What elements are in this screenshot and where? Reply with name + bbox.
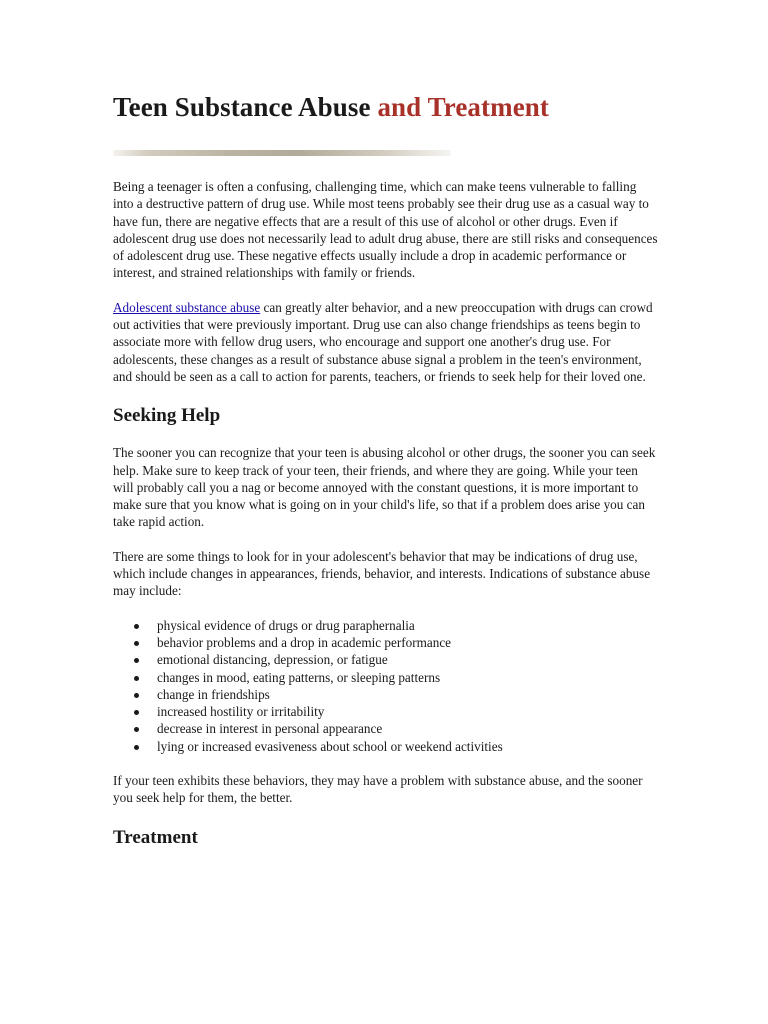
page-title: [113, 88, 658, 126]
list-item-text: changes in mood, eating patterns, or sleeping patterns: [157, 669, 441, 685]
seeking-help-paragraph-1: The sooner you can recognize that your teen is abusing alcohol or other drugs, the sooner you can seek help. Make sure to keep track of your teen, their friends, and where they are going. While your teen will probably call you a nag or become annoyed with the constant questions, it is more important to make sure that you know what is going on in your child's life, so that if a problem does arise you can take rapid action.: [113, 445, 656, 530]
list-item: [157, 686, 658, 703]
list-item-text: physical evidence of drugs or drug paraphernalia: [157, 617, 415, 633]
bullet-icon: [134, 727, 139, 732]
bullet-icon: [134, 641, 139, 646]
list-item: [157, 651, 658, 668]
treatment-heading: Treatment: [113, 826, 198, 848]
list-item: [157, 738, 658, 755]
list-item: [157, 617, 658, 634]
decorative-divider: [113, 150, 451, 156]
title-accent: and Treatment: [377, 92, 549, 122]
document-page: [113, 88, 658, 851]
list-item-text: increased hostility or irritability: [157, 704, 325, 720]
bullet-icon: [134, 710, 139, 715]
list-item-text: lying or increased evasiveness about school or weekend activities: [157, 738, 503, 754]
bullet-icon: [134, 658, 139, 663]
seeking-help-heading: Seeking Help: [113, 405, 221, 427]
second-paragraph: [113, 299, 658, 385]
seeking-help-paragraph-2: There are some things to look for in your adolescent's behavior that may be indications of drug use, which include changes in appearances, friends, behavior, and interests. Indications of substance abuse may include:: [113, 548, 651, 599]
list-item: [157, 703, 658, 720]
bullet-icon: [134, 693, 139, 698]
indications-list: [113, 617, 658, 755]
intro-paragraph: Being a teenager is often a confusing, challenging time, which can make teens vulnerable to falling into a destructive pattern of drug use. While most teens probably see their drug use as a casual way to have fun, there are negative effects that are a result of this use of alcohol or other drugs. Even if adolescent drug use does not necessarily lead to adult drug abuse, there are still risks and consequences of adolescent drug use. These negative effects usually include a drop in academic performance or interest, and strained relationships with family or friends.: [113, 179, 658, 281]
list-item-text: decrease in interest in personal appearance: [157, 721, 383, 737]
list-item: [157, 720, 658, 737]
adolescent-substance-abuse-link[interactable]: Adolescent substance abuse: [113, 299, 261, 315]
bullet-icon: [134, 745, 139, 750]
list-item-text: emotional distancing, depression, or fatigue: [157, 652, 388, 668]
list-item: [157, 669, 658, 686]
list-item-text: change in friendships: [157, 686, 270, 702]
bullet-icon: [134, 624, 139, 629]
list-item: [157, 634, 658, 651]
second-paragraph-text: can greatly alter behavior, and a new preoccupation with drugs can crowd out activities that were previously important. Drug use can also change friendships as teens begin to associate more with fellow drug users, who encourage and support one another's drug use. For adolescents, these changes as a result of substance abuse signal a problem in the teen's environment, and should be seen as a call to action for parents, teachers, or friends to seek help for their loved one.: [113, 299, 653, 384]
bullet-icon: [134, 676, 139, 681]
list-item-text: behavior problems and a drop in academic performance: [157, 634, 452, 650]
seeking-help-paragraph-3: If your teen exhibits these behaviors, they may have a problem with substance abuse, and the sooner you seek help for them, the better.: [113, 773, 643, 806]
title-main: Teen Substance Abuse: [113, 92, 371, 122]
